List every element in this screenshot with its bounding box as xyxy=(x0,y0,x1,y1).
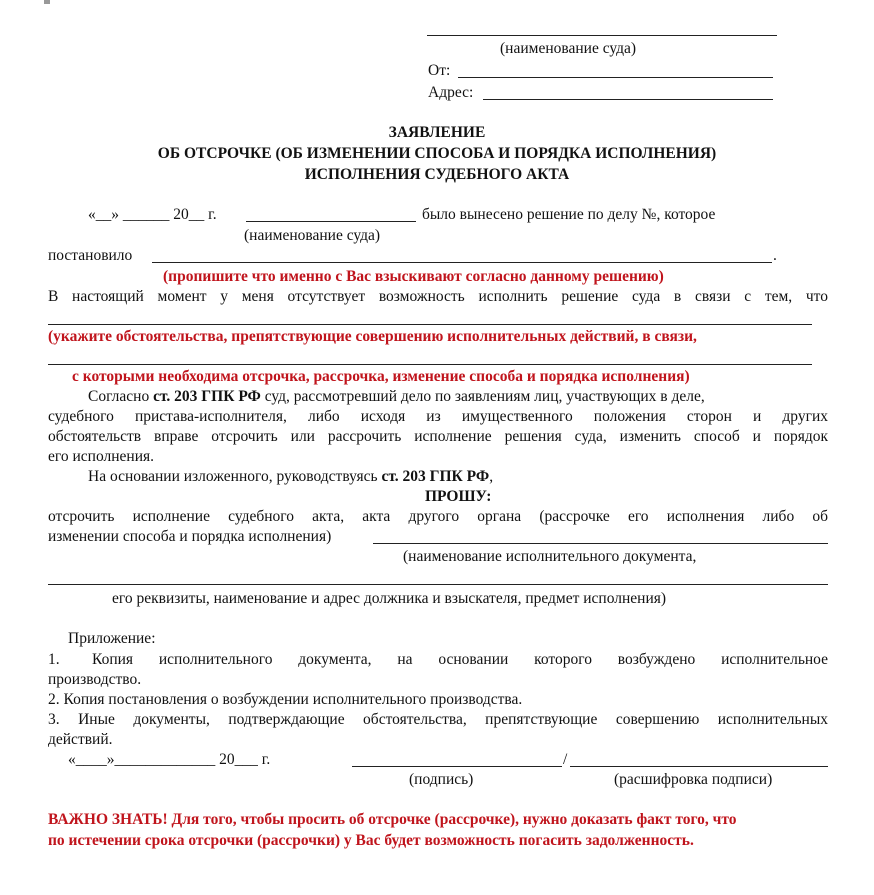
attachment-1-text: Копия исполнительного документа, на основании которого возбуждено исполнительное xyxy=(92,651,828,668)
law-text-c: суд, рассмотревший дело по заявлениям лиц, участвующих в деле, xyxy=(260,388,705,405)
decision-text: было вынесено решение по делу №, которое xyxy=(422,206,716,223)
attachments-label: Приложение: xyxy=(68,630,156,647)
court-caption: (наименование суда) xyxy=(500,40,637,57)
signature-date: «____»_____________ 20___ г. xyxy=(68,751,271,768)
signature-line xyxy=(352,766,562,767)
notice-line-2: по истечении срока отсрочки (рассрочки) у Вас будет возможность погасить задолженность. xyxy=(48,832,694,849)
title-line-1: ЗАЯВЛЕНИЕ xyxy=(388,124,486,141)
law-text-a: Согласно xyxy=(88,388,154,405)
basis-comma: , xyxy=(489,468,494,485)
circumstances-line-2 xyxy=(48,364,812,365)
signature-slash: / xyxy=(563,751,568,768)
law-paragraph-line-4: его исполнения. xyxy=(48,448,154,465)
hint-circumstances-1: (укажите обстоятельства, препятствующие совершению исполнительных действий, в связи, xyxy=(48,328,697,345)
decision-court-caption: (наименование суда) xyxy=(244,227,381,244)
law-ref-2: ст. 203 ГПК РФ xyxy=(381,468,490,485)
hint-ruled: (пропишите что именно с Вас взыскивают согласно данному решению) xyxy=(163,268,664,285)
title-line-2: ОБ ОТСРОЧКЕ (ОБ ИЗМЕНЕНИИ СПОСОБА И ПОРЯДКА ИСПОЛНЕНИЯ) xyxy=(157,145,717,162)
hint-circumstances-2: с которыми необходима отсрочка, рассрочка, изменение способа и порядка исполнения) xyxy=(72,368,690,385)
request-line-1: отсрочить исполнение судебного акта, акта другого органа (рассрочке его исполнения либо об xyxy=(48,508,828,525)
decode-line xyxy=(570,766,828,767)
attachment-3-continuation: действий. xyxy=(48,731,113,748)
title-line-3: ИСПОЛНЕНИЯ СУДЕБНОГО АКТА xyxy=(304,166,570,183)
ruled-end: . xyxy=(773,247,777,264)
decode-caption: (расшифровка подписи) xyxy=(614,771,773,788)
currently-text: В настоящий момент у меня отсутствует возможность исполнить решение суда в связи с тем, что xyxy=(48,288,828,305)
basis-line xyxy=(88,468,493,486)
scan-corner-mark xyxy=(44,0,50,4)
doc-details-line xyxy=(48,584,828,585)
ruled-line xyxy=(152,262,772,263)
attachment-1-continuation: производство. xyxy=(48,671,142,688)
doc-caption-2: его реквизиты, наименование и адрес должника и взыскателя, предмет исполнения) xyxy=(112,590,667,607)
doc-caption: (наименование исполнительного документа, xyxy=(403,548,697,565)
law-paragraph-line-1 xyxy=(88,388,705,406)
request-doc-line xyxy=(373,543,828,544)
address-label: Адрес: xyxy=(428,84,474,101)
request-label: ПРОШУ: xyxy=(425,488,492,505)
signature-caption: (подпись) xyxy=(409,771,474,788)
decision-date: «__» ______ 20__ г. xyxy=(88,206,217,223)
attachment-3-text: 3. Иные документы, подтверждающие обстоятельства, препятствующие совершению исполнительных xyxy=(48,711,828,728)
from-line xyxy=(458,77,773,78)
decision-court-line xyxy=(246,221,416,222)
address-line xyxy=(483,99,773,100)
from-label: От: xyxy=(428,62,451,79)
attachment-1-number: 1. xyxy=(48,651,60,668)
law-paragraph-line-2: судебного пристава-исполнителя, либо исходя из имущественного положения сторон и других xyxy=(48,408,828,425)
attachment-2-text: 2. Копия постановления о возбуждении исполнительного производства. xyxy=(48,691,523,708)
law-ref-1: ст. 203 ГПК РФ xyxy=(153,388,261,405)
circumstances-line-1 xyxy=(48,324,812,325)
basis-text: На основании изложенного, руководствуясь xyxy=(88,468,382,485)
court-name-line xyxy=(427,35,777,36)
ruled-label: постановило xyxy=(48,247,133,264)
law-paragraph-line-3: обстоятельств вправе отсрочить или рассрочить исполнение решения суда, изменить способ и порядок xyxy=(48,428,828,445)
request-line-2: изменении способа и порядка исполнения) xyxy=(48,528,332,545)
notice-line-1: ВАЖНО ЗНАТЬ! Для того, чтобы просить об отсрочке (рассрочке), нужно доказать факт того, что xyxy=(48,811,737,828)
